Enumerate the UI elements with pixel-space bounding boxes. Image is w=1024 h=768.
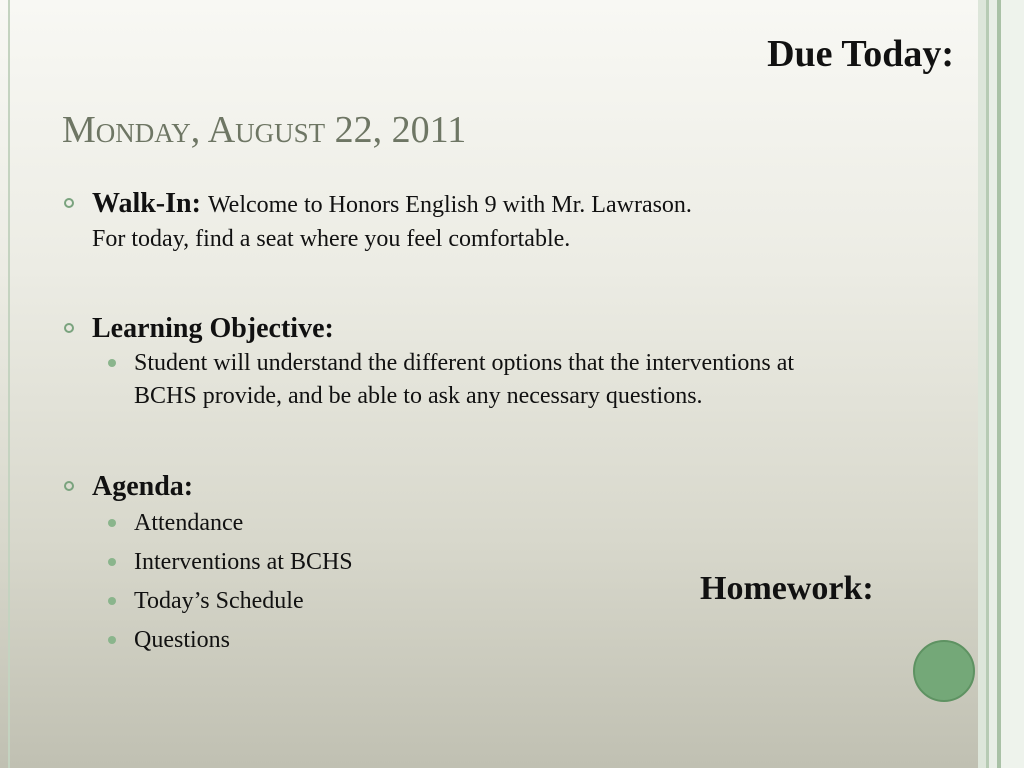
list-item: Interventions at BCHS: [92, 546, 882, 579]
due-today-heading: Due Today:: [767, 33, 954, 75]
dot-bullet-icon: [108, 558, 116, 566]
decorative-circle: [913, 640, 975, 702]
ring-bullet-icon: [64, 481, 74, 491]
list-item: Today’s Schedule: [92, 585, 882, 618]
dot-bullet-icon: [108, 359, 116, 367]
objective-list: [92, 347, 882, 413]
dot-bullet-icon: [108, 636, 116, 644]
homework-heading: Homework:: [700, 570, 874, 607]
left-border-rule: [8, 0, 10, 768]
slide-title: Monday, August 22, 2011: [62, 109, 467, 151]
walk-in-text: Welcome to Honors English 9 with Mr. Lawrason.: [207, 192, 692, 218]
walk-in-heading: Walk-In:: [92, 188, 201, 219]
ring-bullet-icon: [64, 198, 74, 208]
list-item: Questions: [92, 624, 882, 657]
dot-bullet-icon: [108, 597, 116, 605]
learning-objective-section: [62, 311, 882, 413]
list-item: Attendance: [92, 507, 882, 540]
right-decorative-band: [978, 0, 1024, 768]
learning-objective-heading: Learning Objective:: [92, 313, 334, 344]
agenda-section: [62, 469, 882, 657]
ring-bullet-icon: [64, 323, 74, 333]
agenda-heading: Agenda:: [92, 471, 194, 502]
dot-bullet-icon: [108, 519, 116, 527]
walk-in-section: [62, 186, 882, 255]
walk-in-continuation: For today, find a seat where you feel comfortable.: [92, 226, 571, 252]
list-item: Student will understand the different options that the interventions at BCHS provide, and be able to ask any necessary questions.: [92, 347, 824, 413]
